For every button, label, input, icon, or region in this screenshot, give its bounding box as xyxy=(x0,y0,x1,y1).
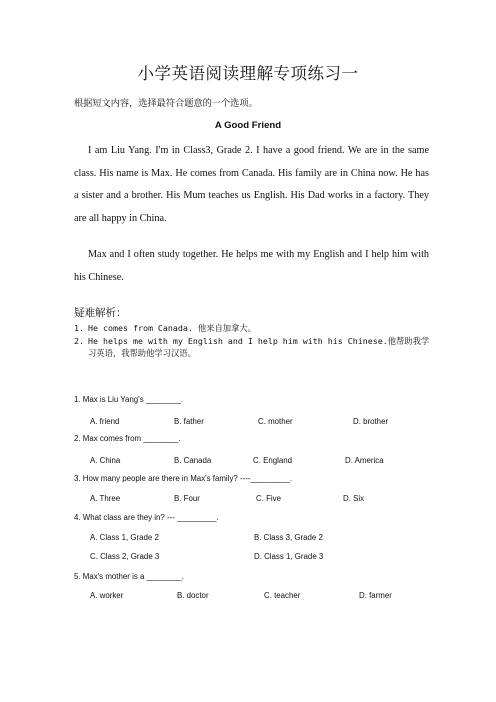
question-5-option-b: B. doctor xyxy=(177,591,209,600)
question-2-option-c: C. England xyxy=(253,456,293,465)
story-paragraph-2: Max and I often study together. He helps me with my English and I help him with his Chinese. xyxy=(74,249,429,283)
question-4-option-c: C. Class 2, Grade 3 xyxy=(90,552,160,561)
question-3-option-d: D. Six xyxy=(343,494,365,503)
question-5-option-c: C. teacher xyxy=(264,591,301,600)
note-item xyxy=(74,322,434,335)
notes-heading: 疑难解析： xyxy=(74,307,127,319)
question-4-option-b: B. Class 3, Grade 2 xyxy=(254,533,323,542)
note-number: 2. xyxy=(74,335,84,346)
question-5-option-a: A. worker xyxy=(90,591,124,600)
question-3: 3. How many people are there in Max's family? ----_________. xyxy=(74,474,293,483)
question-5-option-d: D. farmer xyxy=(359,591,392,600)
story-paragraph-1: I am Liu Yang. I'm in Class3, Grade 2. I have a good friend. We are in the same class. His name is Max. He comes from Canada. His family are in China now. He has a sister and a brother. His Mum teaches us English. His Dad works in a factory. They are all happy in China. xyxy=(74,145,429,224)
question-3-option-a: A. Three xyxy=(90,494,121,503)
question-1-option-d: D. brother xyxy=(353,417,389,426)
note-text: He helps me with my English and I help him with his Chinese.他帮助我学习英语，我帮助他学习汉语。 xyxy=(88,335,430,358)
note-item xyxy=(74,335,434,360)
note-text: He comes from Canada. 他来自加拿大。 xyxy=(88,323,256,333)
page-title: 小学英语阅读理解专项练习一 xyxy=(137,64,359,83)
note-number: 1. xyxy=(74,323,84,333)
question-3-option-c: C. Five xyxy=(256,494,281,503)
question-1: 1. Max is Liu Yang's ________. xyxy=(74,395,184,404)
question-1-option-c: C. mother xyxy=(258,417,293,426)
question-1-option-b: B. father xyxy=(174,417,204,426)
story-title: A Good Friend xyxy=(214,120,282,131)
question-4-option-d: D. Class 1, Grade 3 xyxy=(254,552,324,561)
question-1-option-a: A. friend xyxy=(90,417,120,426)
question-2-option-b: B. Canada xyxy=(174,456,212,465)
question-5: 5. Max's mother is a ________. xyxy=(74,572,184,581)
question-2-option-d: D. America xyxy=(345,456,384,465)
question-4-option-a: A. Class 1, Grade 2 xyxy=(90,533,159,542)
question-3-option-b: B. Four xyxy=(174,494,200,503)
instruction-text: 根据短文内容，选择最符合题意的一个选项。 xyxy=(74,98,258,109)
notes-list xyxy=(74,322,434,360)
question-2-option-a: A. China xyxy=(90,456,121,465)
question-4: 4. What class are they in? --- _________. xyxy=(74,513,219,522)
question-2: 2. Max comes from ________. xyxy=(74,434,181,443)
